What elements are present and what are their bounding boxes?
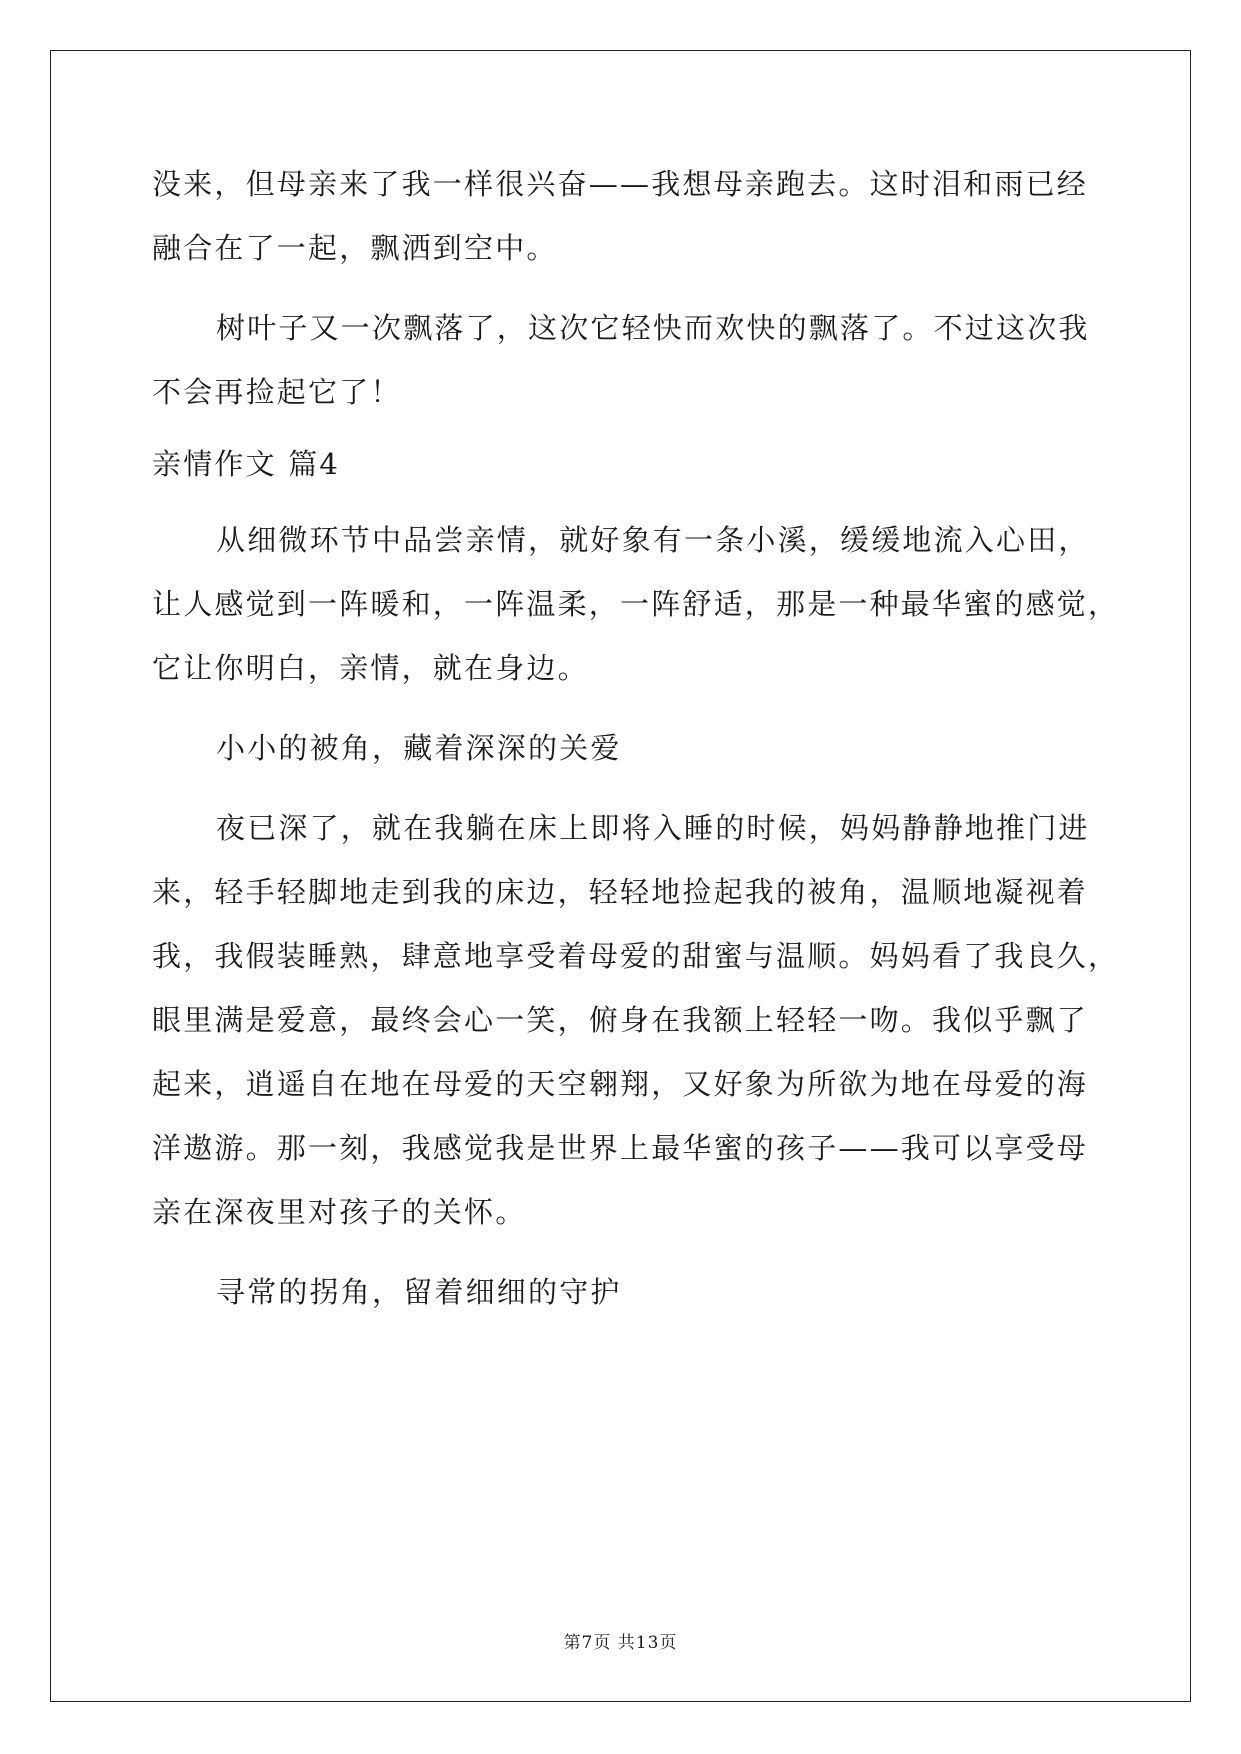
text-line: 眼里满是爱意，最终会心一笑，俯身在我额上轻轻一吻。我似乎飘了 — [152, 1003, 1089, 1037]
paragraph-start: 从细微环节中品尝亲情，就好象有一条小溪，缓缓地流入心田， — [216, 523, 1090, 557]
paragraph-start: 夜已深了，就在我躺在床上即将入睡的时候，妈妈静静地推门进 — [216, 811, 1090, 845]
page-number: 第7页 共13页 — [563, 1633, 678, 1653]
text-line: 起来，逍遥自在地在母爱的天空翱翔，又好象为所欲为地在母爱的海 — [152, 1067, 1089, 1101]
text-line: 融合在了一起，飘洒到空中。 — [152, 231, 558, 265]
text-line: 让人感觉到一阵暖和，一阵温柔，一阵舒适，那是一种最华蜜的感觉， — [152, 587, 1120, 621]
text-line: 洋遨游。那一刻，我感觉我是世界上最华蜜的孩子——我可以享受母 — [152, 1131, 1089, 1165]
paragraph-start: 树叶子又一次飘落了，这次它轻快而欢快的飘落了。不过这次我 — [216, 311, 1090, 345]
text-line: 不会再捡起它了！ — [152, 375, 402, 409]
text-line: 来，轻手轻脚地走到我的床边，轻轻地捡起我的被角，温顺地凝视着 — [152, 875, 1089, 909]
text-line: 没来，但母亲来了我一样很兴奋——我想母亲跑去。这时泪和雨已经 — [152, 167, 1089, 201]
subheading: 寻常的拐角，留着细细的守护 — [216, 1275, 622, 1309]
subheading: 小小的被角，藏着深深的关爱 — [216, 731, 622, 765]
text-line: 我，我假装睡熟，肆意地享受着母爱的甜蜜与温顺。妈妈看了我良久， — [152, 939, 1120, 973]
text-line: 亲在深夜里对孩子的关怀。 — [152, 1195, 527, 1229]
text-line: 它让你明白，亲情，就在身边。 — [152, 651, 589, 685]
section-heading: 亲情作文 篇4 — [152, 447, 341, 481]
